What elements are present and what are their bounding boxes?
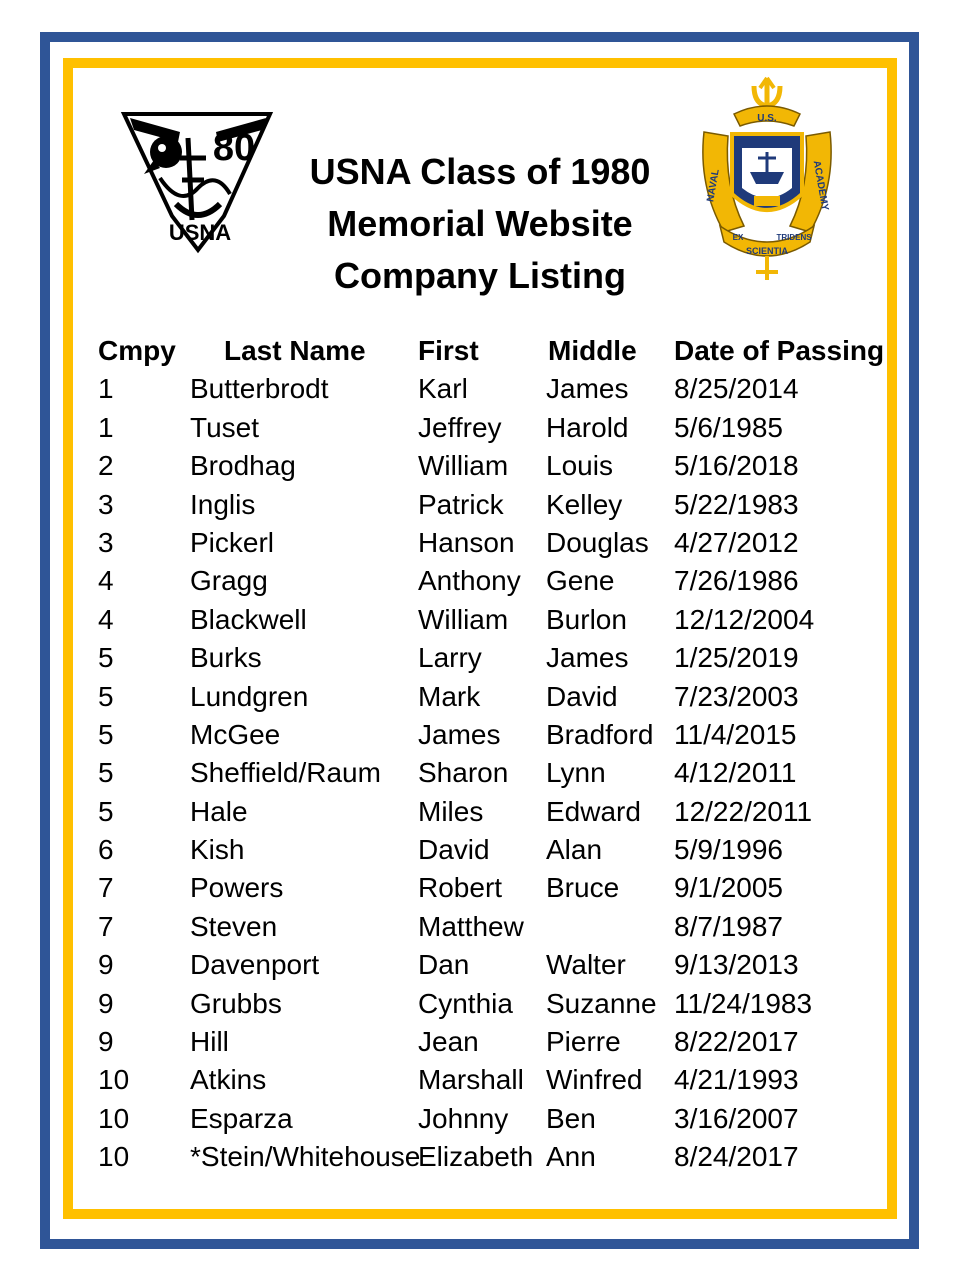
cell-middle: Winfred [546, 1064, 643, 1096]
cell-first: William [418, 603, 509, 635]
cell-date-of-passing: 4/21/1993 [674, 1064, 799, 1096]
cell-last-name: Hill [190, 1026, 229, 1058]
table-row [98, 409, 888, 447]
cell-cmpy: 10 [98, 1064, 130, 1096]
cell-cmpy: 9 [98, 987, 114, 1019]
table-row [98, 793, 888, 831]
cell-middle: Ben [546, 1102, 596, 1134]
cell-cmpy: 7 [98, 872, 114, 904]
cell-middle: Alan [546, 834, 603, 866]
cell-middle: Lynn [546, 757, 606, 789]
cell-first: Jeffrey [418, 411, 502, 443]
cell-cmpy: 7 [98, 910, 114, 942]
cell-last-name: Kish [190, 834, 245, 866]
table-row [98, 946, 888, 984]
table-row [98, 754, 888, 792]
cell-date-of-passing: 5/22/1983 [674, 488, 799, 520]
cell-last-name: McGee [190, 718, 281, 750]
cell-first: Miles [418, 795, 484, 827]
cell-date-of-passing: 11/4/2015 [674, 718, 797, 750]
table-row [98, 985, 888, 1023]
cell-middle: Bradford [546, 718, 654, 750]
cell-cmpy: 5 [98, 680, 114, 712]
cell-middle: Suzanne [546, 987, 657, 1019]
cell-first: Mark [418, 680, 481, 712]
cell-cmpy: 2 [98, 450, 114, 482]
cell-date-of-passing: 4/12/2011 [674, 757, 797, 789]
cell-last-name: Blackwell [190, 603, 307, 635]
cell-last-name: Atkins [190, 1064, 267, 1096]
cell-date-of-passing: 5/16/2018 [674, 450, 799, 482]
cell-first: James [418, 718, 501, 750]
svg-text:U.S.: U.S. [757, 113, 777, 124]
cell-date-of-passing: 4/27/2012 [674, 526, 799, 558]
table-row [98, 370, 888, 408]
cell-cmpy: 10 [98, 1102, 130, 1134]
cell-first: Hanson [418, 526, 515, 558]
cell-middle: David [546, 680, 618, 712]
svg-text:80: 80 [212, 127, 256, 169]
cell-first: Patrick [418, 488, 504, 520]
cell-date-of-passing: 8/24/2017 [674, 1141, 799, 1173]
cell-date-of-passing: 5/6/1985 [674, 411, 783, 443]
company-listing-table [98, 332, 888, 1177]
svg-text:EX: EX [732, 233, 744, 242]
cell-last-name: Gragg [190, 565, 268, 597]
cell-last-name: Brodhag [190, 450, 296, 482]
svg-text:NAVAL: NAVAL [705, 168, 722, 203]
cell-date-of-passing: 11/24/1983 [674, 987, 813, 1019]
cell-first: Johnny [418, 1102, 509, 1134]
cell-cmpy: 1 [98, 373, 114, 405]
cell-last-name: Powers [190, 872, 284, 904]
cell-cmpy: 5 [98, 757, 114, 789]
cell-date-of-passing: 8/7/1987 [674, 910, 783, 942]
svg-text:ACADEMY: ACADEMY [810, 159, 831, 212]
table-row [98, 831, 888, 869]
title-line-1: USNA Class of 1980 [309, 151, 651, 192]
table-row [98, 1100, 888, 1138]
cell-date-of-passing: 9/13/2013 [674, 949, 799, 981]
cell-cmpy: 10 [98, 1141, 130, 1173]
cell-date-of-passing: 7/26/1986 [674, 565, 799, 597]
header-last-name: Last Name [224, 335, 366, 366]
cell-first: Larry [418, 642, 482, 674]
table-row [98, 869, 888, 907]
cell-last-name: *Stein/Whitehouse [190, 1141, 421, 1173]
header-date-of-passing: Date of Passing [674, 335, 885, 366]
cell-first: Matthew [418, 910, 524, 942]
cell-middle: Louis [546, 450, 613, 482]
cell-date-of-passing: 3/16/2007 [674, 1102, 799, 1134]
cell-date-of-passing: 5/9/1996 [674, 834, 783, 866]
svg-text:USNA: USNA [168, 220, 232, 245]
cell-first: Jean [418, 1026, 479, 1058]
table-body [98, 370, 888, 1176]
table-row [98, 1061, 888, 1099]
table-row [98, 908, 888, 946]
cell-middle: Harold [546, 411, 629, 443]
svg-text:TRIDENS: TRIDENS [776, 233, 812, 242]
cell-date-of-passing: 8/22/2017 [674, 1026, 799, 1058]
table-row [98, 562, 888, 600]
title-line-2: Memorial Website [327, 203, 633, 244]
table-row [98, 716, 888, 754]
header-cmpy: Cmpy [98, 335, 176, 366]
naval-academy-seal-logo [694, 76, 840, 282]
table-row [98, 486, 888, 524]
cell-first: Marshall [418, 1064, 524, 1096]
cell-date-of-passing: 12/22/2011 [674, 795, 813, 827]
cell-cmpy: 1 [98, 411, 114, 443]
cell-first: Dan [418, 949, 470, 981]
cell-cmpy: 3 [98, 526, 114, 558]
cell-middle: Ann [546, 1141, 596, 1173]
table-row [98, 601, 888, 639]
cell-cmpy: 3 [98, 488, 114, 520]
table-row [98, 639, 888, 677]
cell-last-name: Grubbs [190, 987, 282, 1019]
cell-middle: James [546, 373, 629, 405]
cell-first: David [418, 834, 490, 866]
cell-last-name: Lundgren [190, 680, 309, 712]
cell-middle: Bruce [546, 872, 620, 904]
class-of-1980-crest-logo [120, 108, 276, 254]
cell-first: Anthony [418, 565, 521, 597]
cell-middle: Kelley [546, 488, 623, 520]
table-row [98, 678, 888, 716]
cell-date-of-passing: 8/25/2014 [674, 373, 799, 405]
cell-last-name: Butterbrodt [190, 373, 329, 405]
cell-last-name: Sheffield/Raum [190, 757, 381, 789]
cell-date-of-passing: 12/12/2004 [674, 603, 815, 635]
cell-last-name: Davenport [190, 949, 320, 981]
cell-cmpy: 5 [98, 642, 114, 674]
cell-date-of-passing: 7/23/2003 [674, 680, 799, 712]
cell-cmpy: 6 [98, 834, 114, 866]
header-first: First [418, 335, 479, 366]
title-line-3: Company Listing [333, 255, 626, 296]
table-row [98, 1023, 888, 1061]
cell-last-name: Tuset [190, 411, 259, 443]
cell-last-name: Esparza [190, 1102, 293, 1134]
cell-middle: Walter [546, 949, 626, 981]
cell-cmpy: 5 [98, 795, 114, 827]
cell-first: Cynthia [418, 987, 513, 1019]
cell-cmpy: 9 [98, 949, 114, 981]
table-row [98, 524, 888, 562]
header-middle: Middle [548, 335, 637, 366]
cell-middle: Gene [546, 565, 615, 597]
cell-cmpy: 5 [98, 718, 114, 750]
cell-middle: Douglas [546, 526, 649, 558]
cell-last-name: Burks [190, 642, 262, 674]
cell-last-name: Hale [190, 795, 248, 827]
cell-first: Karl [418, 373, 468, 405]
cell-cmpy: 4 [98, 603, 114, 635]
cell-date-of-passing: 9/1/2005 [674, 872, 783, 904]
cell-last-name: Inglis [190, 488, 256, 520]
cell-middle: James [546, 642, 629, 674]
cell-first: William [418, 450, 509, 482]
table-row [98, 1138, 888, 1176]
cell-date-of-passing: 1/25/2019 [674, 642, 799, 674]
cell-last-name: Pickerl [190, 526, 275, 558]
svg-text:SCIENTIA: SCIENTIA [745, 246, 789, 256]
table-header-row [98, 332, 888, 370]
cell-first: Elizabeth [418, 1141, 534, 1173]
table-row [98, 447, 888, 485]
cell-middle: Burlon [546, 603, 627, 635]
page-title [290, 146, 670, 302]
cell-middle: Pierre [546, 1026, 621, 1058]
cell-first: Robert [418, 872, 503, 904]
cell-middle: Edward [546, 795, 641, 827]
cell-cmpy: 4 [98, 565, 114, 597]
cell-last-name: Steven [190, 910, 278, 942]
cell-cmpy: 9 [98, 1026, 114, 1058]
cell-first: Sharon [418, 757, 509, 789]
